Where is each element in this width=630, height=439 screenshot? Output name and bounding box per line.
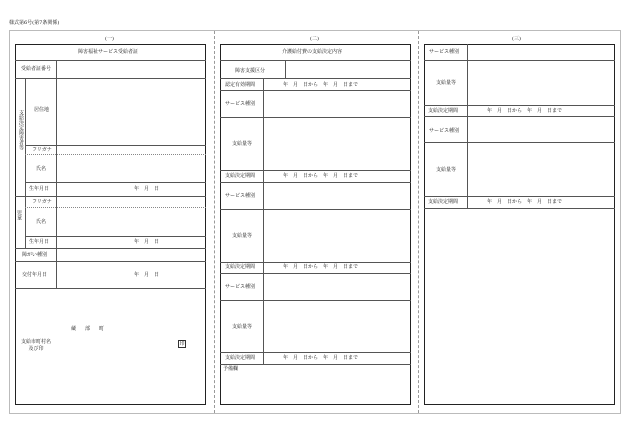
child-birthdate-value: 年 月 日 <box>134 239 160 245</box>
name-label: 氏名 <box>36 166 47 172</box>
applicant-group-label: 支給決定障害者等 <box>18 110 24 150</box>
address-label: 居住地 <box>34 107 50 113</box>
child-group-label: 児童 <box>16 210 22 220</box>
issue-date-value: 年 月 日 <box>134 272 160 278</box>
decision-period-value-3: 年 月 日から 年 月 日まで <box>283 355 359 361</box>
town-name: 蔵 部 町 <box>71 326 107 332</box>
p3-decision-period-label-1: 支給決定期間 <box>428 108 459 114</box>
disability-type-label: 障がい種別 <box>22 252 48 258</box>
p3-amount-label-1: 支給量等 <box>436 80 457 86</box>
panel1-header: 障害福祉サービス受給者証 <box>78 49 139 55</box>
decision-period-value-2: 年 月 日から 年 月 日まで <box>283 264 359 270</box>
remarks-label: 予備欄 <box>223 366 239 372</box>
p3-decision-period-value-2: 年 月 日から 年 月 日まで <box>487 199 563 205</box>
p3-amount-label-2: 支給量等 <box>436 167 457 173</box>
seal-glyph: 印 <box>179 341 185 347</box>
decision-period-label-3: 支給決定期間 <box>225 355 256 361</box>
child-birthdate-label: 生年月日 <box>29 239 50 245</box>
p3-decision-period-value-1: 年 月 日から 年 月 日まで <box>487 108 563 114</box>
validity-period-value: 年 月 日から 年 月 日まで <box>283 82 359 88</box>
service-type-label-1: サービス種別 <box>225 101 256 107</box>
furigana-label: フリガナ <box>32 147 52 153</box>
decision-period-label-2: 支給決定期間 <box>225 264 256 270</box>
panel-decision-continued <box>424 44 615 405</box>
child-name-label: 氏名 <box>36 219 47 225</box>
p3-service-type-label-1: サービス種別 <box>429 49 460 55</box>
p3-service-type-label-2: サービス種別 <box>429 128 460 134</box>
form-title: 様式第6号(第7条関係) <box>9 20 60 26</box>
fold-line-2 <box>418 31 419 413</box>
child-furigana-label: フリガナ <box>32 199 52 205</box>
panel-care-benefit-decision <box>220 44 411 405</box>
seal-box <box>178 340 186 348</box>
p3-decision-period-label-2: 支給決定期間 <box>428 199 459 205</box>
amount-label-3: 支給量等 <box>232 324 253 330</box>
section-label-two: (二) <box>310 36 319 42</box>
support-category-label: 障害支援区分 <box>235 68 266 74</box>
service-type-label-2: サービス種別 <box>225 193 256 199</box>
panel2-header: 介護給付費の支給決定内容 <box>282 49 343 55</box>
decision-period-label-1: 支給決定期間 <box>225 173 256 179</box>
amount-label-2: 支給量等 <box>232 233 253 239</box>
decision-period-value-1: 年 月 日から 年 月 日まで <box>283 173 359 179</box>
service-type-label-3: サービス種別 <box>225 284 256 290</box>
birthdate-value: 年 月 日 <box>134 186 160 192</box>
cert-number-label: 受給者証番号 <box>21 66 52 72</box>
section-label-one: (一) <box>105 36 114 42</box>
birthdate-label: 生年月日 <box>29 186 50 192</box>
amount-label-1: 支給量等 <box>232 141 253 147</box>
section-label-three: (三) <box>512 36 521 42</box>
municipality-label: 支給市町村名 及び印 <box>21 339 52 352</box>
validity-period-label: 認定有効期間 <box>225 82 256 88</box>
fold-line-1 <box>214 31 215 413</box>
issue-date-label: 交付年月日 <box>22 272 48 278</box>
